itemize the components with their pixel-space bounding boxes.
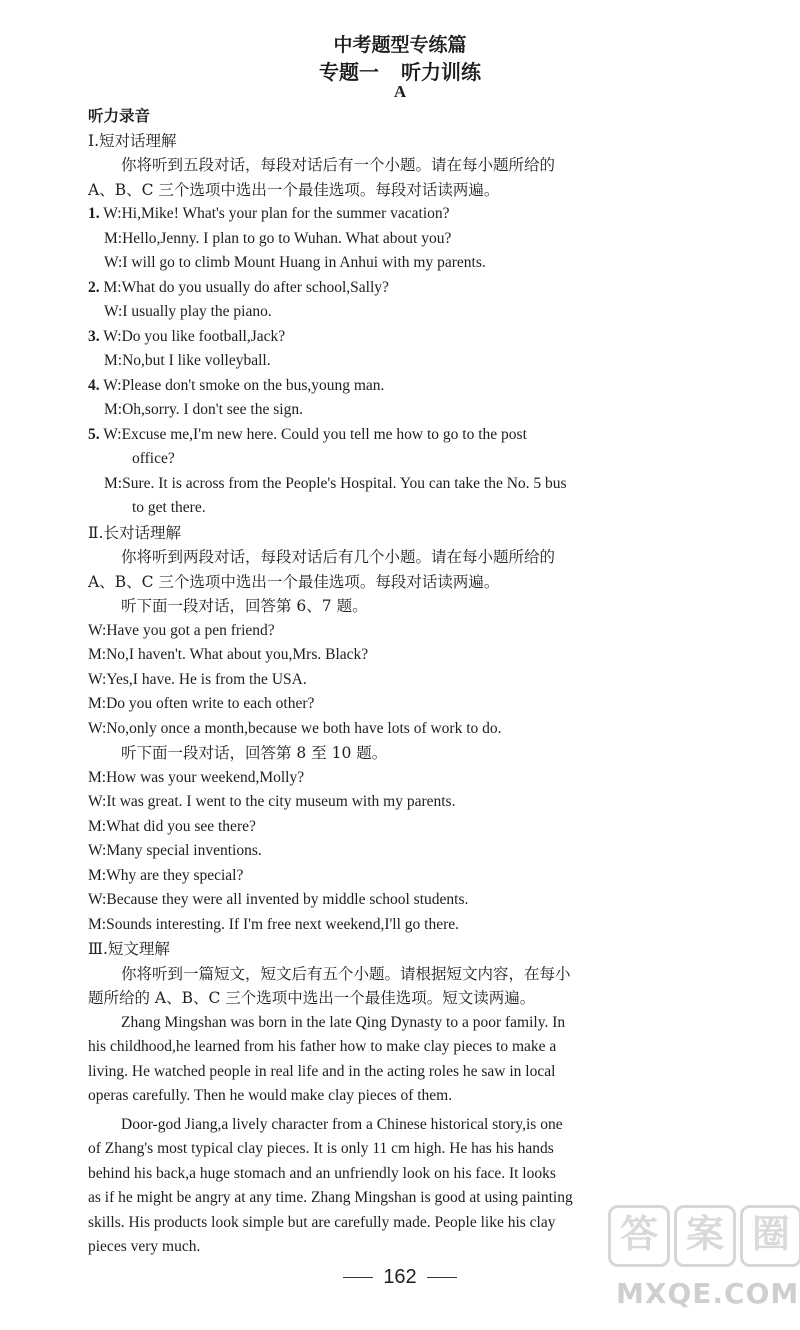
part3-heading: Ⅲ.短文理解 bbox=[88, 940, 170, 958]
dialogue-line: W:Yes,I have. He is from the USA. bbox=[88, 670, 307, 688]
series-title: 中考题型专练篇 bbox=[333, 34, 467, 56]
dialogue-line: M:Why are they special? bbox=[88, 866, 244, 884]
question-number: 5. bbox=[88, 425, 100, 443]
part1-instruction-line2: A、B、C 三个选项中选出一个最佳选项。每段对话读两遍。 bbox=[88, 180, 500, 199]
dialogue-line: W:No,only once a month,because we both have lots of work to do. bbox=[88, 719, 502, 737]
dialogue-line: M:How was your weekend,Molly? bbox=[88, 768, 305, 786]
question-number: 2. bbox=[88, 278, 100, 296]
topic-number: 专题一 bbox=[319, 60, 379, 84]
dialogue-1 bbox=[88, 202, 688, 276]
section-letter: A bbox=[393, 82, 407, 101]
section-title: 听力录音 bbox=[88, 106, 151, 125]
question-number: 4. bbox=[88, 376, 100, 394]
dialogue-line: W:Because they were all invented by middle school students. bbox=[88, 891, 469, 908]
passage-line: his childhood,he learned from his father how to make clay pieces to make a bbox=[88, 1038, 557, 1055]
long-dialogue-2 bbox=[88, 766, 688, 938]
topic-title bbox=[0, 56, 800, 85]
passage-line: of Zhang's most typical clay pieces. It is only 11 cm high. He has his hands bbox=[88, 1140, 554, 1157]
part1-instruction-line1: 你将听到五段对话，每段对话后有一个小题。请在每小题所给的 bbox=[121, 156, 556, 174]
dialogue-line: W:It was great. I went to the city museum with my parents. bbox=[88, 793, 456, 810]
part1-heading: Ⅰ.短对话理解 bbox=[88, 131, 177, 150]
passage-line: as if he might be angry at any time. Zhang Mingshan is good at using painting bbox=[88, 1189, 573, 1206]
footer-dash-right bbox=[427, 1277, 457, 1278]
passage-line: skills. His products look simple but are carefully made. People like his clay bbox=[88, 1213, 556, 1231]
passage-line: living. He watched people in real life and in the acting roles he saw in local bbox=[88, 1062, 556, 1080]
dialogue-5 bbox=[88, 423, 688, 521]
watermark-char: 圈 bbox=[740, 1205, 800, 1267]
long-dialogue-1 bbox=[88, 619, 688, 742]
passage-line: behind his back,a huge stomach and an unfriendly look on his face. It looks bbox=[88, 1164, 556, 1182]
watermark-char: 答 bbox=[608, 1205, 670, 1267]
part2-instruction-line1: 你将听到两段对话，每段对话后有几个小题。请在每小题所给的 bbox=[121, 548, 556, 566]
dialogue-line: M:What do you usually do after school,Sally? bbox=[103, 278, 389, 296]
passage-line: Zhang Mingshan was born in the late Qing Dynasty to a poor family. In bbox=[121, 1013, 566, 1031]
dialogue-line: W:Many special inventions. bbox=[88, 842, 262, 859]
dialogue-4 bbox=[88, 374, 688, 423]
passage-paragraph-1 bbox=[88, 1011, 688, 1109]
footer-dash-left bbox=[343, 1277, 373, 1278]
dialogue-3 bbox=[88, 325, 688, 374]
passage-line: operas carefully. Then he would make clay pieces of them. bbox=[88, 1087, 453, 1104]
part3-instruction-line1: 你将听到一篇短文，短文后有五个小题。请根据短文内容，在每小 bbox=[121, 964, 571, 983]
dialogue-line: M:Hello,Jenny. I plan to go to Wuhan. What about you? bbox=[104, 229, 452, 247]
watermark-logo bbox=[608, 1205, 798, 1325]
dialogue-line: W:Do you like football,Jack? bbox=[103, 327, 286, 345]
dialogue-line: W:I usually play the piano. bbox=[104, 303, 272, 320]
passage-paragraph-2 bbox=[88, 1113, 688, 1260]
part2-instruction-line2: A、B、C 三个选项中选出一个最佳选项。每段对话读两遍。 bbox=[88, 572, 500, 591]
dialogue-line: M:Sounds interesting. If I'm free next weekend,I'll go there. bbox=[88, 915, 460, 933]
dialogue-line: office? bbox=[132, 450, 175, 467]
dialogue-intro: 听下面一段对话，回答第 8 至 10 题。 bbox=[121, 744, 388, 762]
page-number: 162 bbox=[383, 1266, 417, 1288]
dialogue-line: M:No,I haven't. What about you,Mrs. Black? bbox=[88, 646, 369, 663]
dialogue-line: W:I will go to climb Mount Huang in Anhui with my parents. bbox=[104, 254, 486, 271]
watermark-char: 案 bbox=[674, 1205, 736, 1267]
dialogue-line: W:Hi,Mike! What's your plan for the summer vacation? bbox=[103, 205, 450, 222]
dialogue-line: M:Do you often write to each other? bbox=[88, 695, 315, 712]
passage-line: pieces very much. bbox=[88, 1238, 201, 1255]
dialogue-line: M:What did you see there? bbox=[88, 817, 256, 835]
dialogue-line: W:Have you got a pen friend? bbox=[88, 621, 275, 639]
transcript-body bbox=[88, 104, 688, 1260]
dialogue-2 bbox=[88, 276, 688, 325]
dialogue-line: to get there. bbox=[132, 499, 206, 516]
dialogue-line: W:Excuse me,I'm new here. Could you tell me how to go to the post bbox=[103, 425, 527, 443]
watermark-url: MXQE.COM bbox=[616, 1277, 800, 1310]
question-number: 1. bbox=[88, 205, 100, 222]
dialogue-intro: 听下面一段对话，回答第 6、7 题。 bbox=[121, 597, 368, 615]
dialogue-line: M:Oh,sorry. I don't see the sign. bbox=[104, 401, 303, 418]
question-number: 3. bbox=[88, 327, 100, 345]
dialogue-line: W:Please don't smoke on the bus,young man. bbox=[103, 376, 385, 394]
dialogue-line: M:No,but I like volleyball. bbox=[104, 352, 271, 369]
passage-line: Door-god Jiang,a lively character from a Chinese historical story,is one bbox=[121, 1115, 563, 1133]
topic-name: 听力训练 bbox=[401, 60, 481, 84]
part3-instruction-line2: 题所给的 A、B、C 三个选项中选出一个最佳选项。短文读两遍。 bbox=[88, 989, 536, 1007]
dialogue-line: M:Sure. It is across from the People's Hospital. You can take the No. 5 bus bbox=[104, 474, 567, 492]
part2-heading: Ⅱ.长对话理解 bbox=[88, 523, 181, 542]
